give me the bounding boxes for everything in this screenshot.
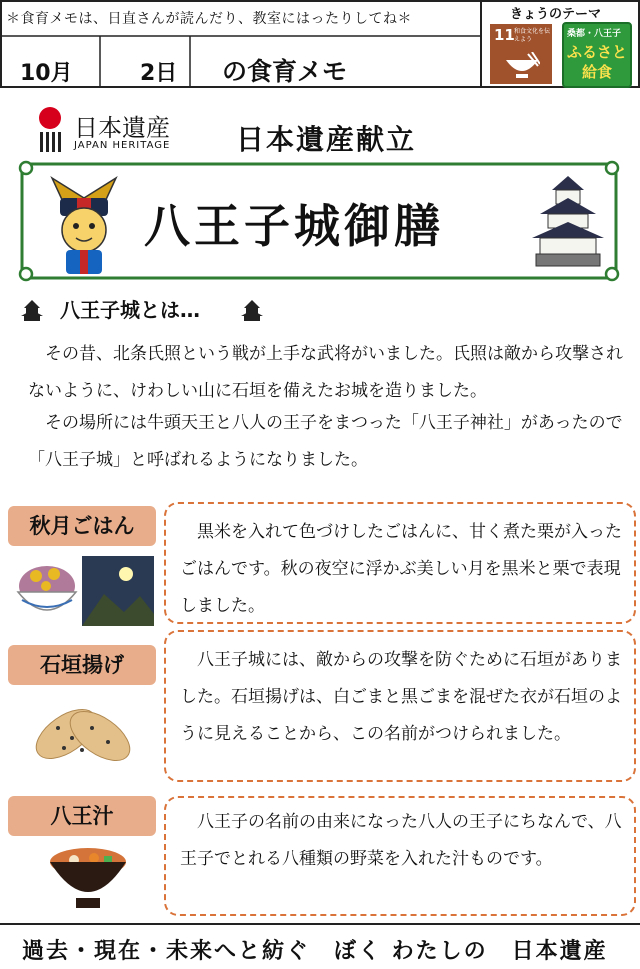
menu-name: 八王子城御膳 bbox=[144, 199, 444, 253]
rice-bowl-illustration bbox=[14, 556, 80, 628]
japan-heritage-logo-sub: JAPAN HERITAGE bbox=[74, 140, 171, 151]
dish-tag bbox=[8, 796, 156, 836]
dish-name: 石垣揚げ bbox=[40, 653, 124, 677]
header-note: ＊食育メモは、日直さんが読んだり、教室にはったりしてね＊ bbox=[6, 11, 412, 27]
japan-heritage-mark-icon bbox=[38, 106, 72, 154]
rice-bowl-icon bbox=[504, 52, 540, 80]
castle-small-icon bbox=[240, 298, 264, 322]
dish-name: 八王汁 bbox=[50, 804, 114, 828]
dish-tag bbox=[8, 645, 156, 685]
theme-icon-caption: 和食文化を伝えよう bbox=[514, 28, 551, 43]
dish-description-box bbox=[164, 796, 636, 916]
castle-illustration bbox=[530, 172, 606, 268]
dish-description-box bbox=[164, 502, 636, 624]
footer-slogan: 過去・現在・未来へと紡ぐ ぼく わたしの 日本遺産 bbox=[22, 939, 608, 964]
dish-description: 八王子の名前の由来になった八人の王子にちなんで、八王子でとれる八種類の野菜を入れた汁ものです。 bbox=[180, 812, 622, 869]
about-paragraph-2: その場所には牛頭天王と八人の王子をまつった「八王子神社」があったので「八王子城」と呼ばれるようになりました。 bbox=[28, 413, 623, 470]
washoku-theme-icon bbox=[490, 24, 552, 84]
furusato-main-label: ふるさと給食 bbox=[567, 43, 628, 81]
memo-title: の食育メモ bbox=[222, 57, 348, 86]
date-day: 2日 bbox=[140, 61, 178, 86]
about-paragraph-1: その昔、北条氏照という戦が上手な武将がいました。氏照は敵から攻撃されないように、けわしい山に石垣を備えたお城を造りました。 bbox=[28, 344, 623, 401]
theme-icon-number: 11 bbox=[494, 26, 515, 44]
furusato-top-label: 桑都・八王子 bbox=[567, 29, 622, 39]
soup-bowl-illustration bbox=[46, 842, 130, 914]
castle-small-icon bbox=[20, 298, 44, 322]
about-heading: 八王子城とは… bbox=[60, 298, 200, 322]
dish-description-box bbox=[164, 630, 636, 782]
japan-heritage-logo-text: 日本遺産 bbox=[74, 114, 170, 142]
furusato-kyushoku-icon bbox=[562, 22, 632, 88]
heritage-menu-title: 日本遺産献立 bbox=[236, 123, 417, 156]
dish-tag bbox=[8, 506, 156, 546]
date-month: 10月 bbox=[20, 61, 73, 86]
fried-fish-illustration bbox=[30, 698, 136, 774]
dish-description: 八王子城には、敵からの攻撃を防ぐために石垣がありました。石垣揚げは、白ごまと黒ごまを混ぜた衣が石垣のように見えることから、この名前がつけられました。 bbox=[180, 650, 622, 744]
dish-name: 秋月ごはん bbox=[29, 514, 135, 538]
samurai-mascot-illustration bbox=[44, 168, 124, 276]
theme-title: きょうのテーマ bbox=[510, 7, 602, 22]
dish-description: 黒米を入れて色づけしたごはんに、甘く煮た栗が入ったごはんです。秋の夜空に浮かぶ美しい月を黒米と栗で表現しました。 bbox=[180, 522, 622, 616]
moon-night-illustration bbox=[82, 556, 154, 626]
